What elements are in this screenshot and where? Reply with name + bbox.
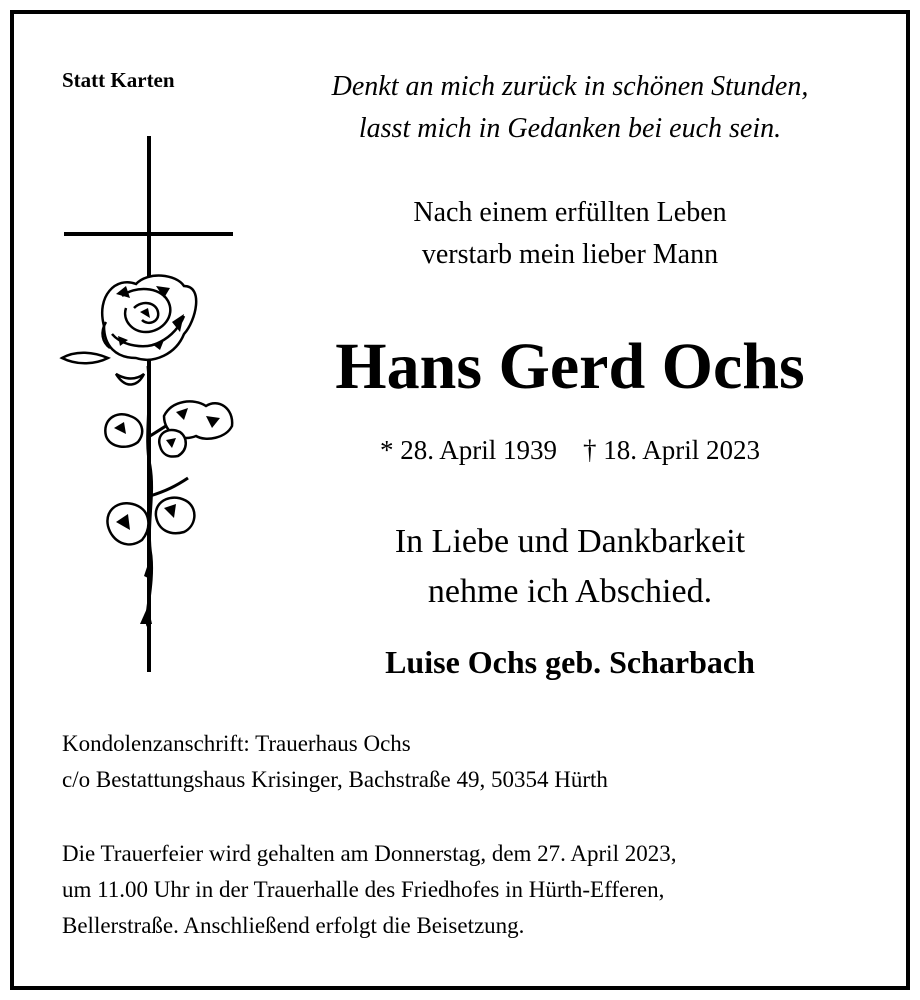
cross-horizontal-beam bbox=[64, 232, 233, 236]
service-info bbox=[62, 836, 882, 944]
farewell-text bbox=[250, 517, 890, 617]
condolence-address bbox=[62, 726, 882, 798]
service-line-2: um 11.00 Uhr in der Trauerhalle des Friedhofes in Hürth-Efferen, bbox=[62, 877, 665, 902]
condolence-line-2: c/o Bestattungshaus Krisinger, Bachstraße 49, 50354 Hürth bbox=[62, 767, 608, 792]
statt-karten-label: Statt Karten bbox=[62, 68, 175, 92]
condolence-line-1: Kondolenzanschrift: Trauerhaus Ochs bbox=[62, 731, 411, 756]
verse-line-2: lasst mich in Gedanken bei euch sein. bbox=[358, 113, 782, 144]
intro-text bbox=[250, 192, 890, 276]
cross-with-rose-icon bbox=[56, 136, 241, 676]
intro-line-1: Nach einem erfüllten Leben bbox=[413, 197, 727, 228]
farewell-line-1: In Liebe und Dankbarkeit bbox=[394, 523, 746, 560]
deceased-name: Hans Gerd Ochs bbox=[335, 330, 805, 403]
verse bbox=[250, 66, 890, 150]
life-dates bbox=[250, 430, 890, 470]
intro-line-2: verstarb mein lieber Mann bbox=[421, 239, 719, 270]
service-line-3: Bellerstraße. Anschließend erfolgt die Beisetzung. bbox=[62, 913, 525, 938]
death-date: † 18. April 2023 bbox=[583, 435, 761, 465]
verse-line-1: Denkt an mich zurück in schönen Stunden, bbox=[331, 71, 809, 102]
birth-date: * 28. April 1939 bbox=[379, 435, 557, 465]
signed-by: Luise Ochs geb. Scharbach bbox=[385, 644, 755, 680]
farewell-line-2: nehme ich Abschied. bbox=[427, 573, 713, 610]
service-line-1: Die Trauerfeier wird gehalten am Donnerstag, dem 27. April 2023, bbox=[62, 841, 677, 866]
